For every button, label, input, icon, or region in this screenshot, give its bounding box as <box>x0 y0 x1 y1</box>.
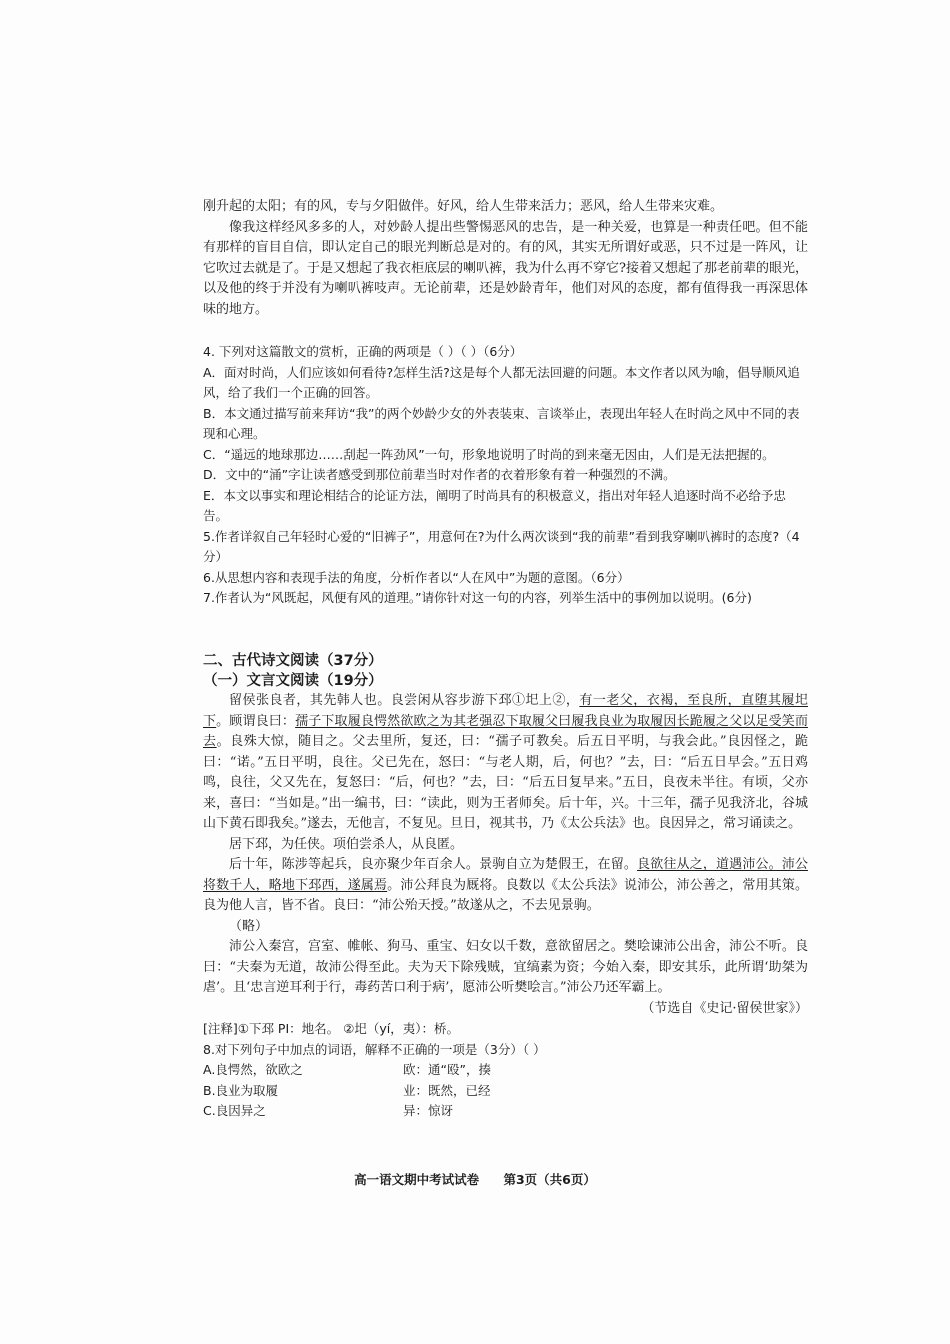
question-8-stem: 8.对下列句子中加点的词语，解释不正确的一项是（3分）（ ） <box>203 1041 546 1057</box>
essay-excerpt <box>203 197 808 320</box>
essay-paragraph-2: 像我这样经风多多的人，对妙龄人提出些警惕恶风的忠告，是一种关爱，也算是一种责任吧。但不能有那样的盲目自信，即认定自己的眼光判断总是对的。有的风，其实无所谓好或恶，只不过是一阵风，让它吹过去就是了。于是又想起了我衣柜底层的喇叭裤，我为什么再不穿它?接着又想起了那老前辈的眼光，以及他的终于并没有为喇叭裤吱声。无论前辈，还是妙龄青年，他们对风的态度，都有值得我一再深思体味的地方。 <box>203 219 808 317</box>
source-citation: （节选自《史记·留侯世家》） <box>641 1000 808 1016</box>
question-8-option-b: B.良业为取履 业：既然，已经 <box>203 1082 491 1098</box>
classical-paragraph-3: 后十年，陈涉等起兵，良亦聚少年百余人。景驹自立为楚假王，在留。良欲往从之，道遇沛公。沛公将数千人，略地下邳西，遂属焉。沛公拜良为厩将。良数以《太公兵法》说沛公，沛公善之，常用其策。良为他人言，皆不省。良曰：“沛公殆天授。”故遂从之，不去见景驹。 <box>203 857 808 913</box>
underlined-sentence-3: 良欲往从之，道遇沛公。沛公将数千人，略地下邳西，遂属焉 <box>203 857 808 893</box>
annotation-note: [注释]①下邳 PI：地名。 ②圯（yí，夷）：桥。 <box>203 1021 459 1036</box>
question-4-option-b: B．本文通过描写前来拜访“我”的两个妙龄少女的外表装束、言谈举止，表现出年轻人在时尚之风中不同的表现和心理。 <box>203 405 800 441</box>
section-2-subtitle: （一）文言文阅读（19分） <box>203 673 383 689</box>
omission-mark: （略） <box>229 918 269 934</box>
page-footer <box>0 1170 950 1188</box>
question-4-option-c: C．“遥远的地球那边……刮起一阵劲风”一句，形象地说明了时尚的到来毫无因由，人们是无法把握的。 <box>203 446 775 462</box>
question-8-option-a: A.良愕然，欲欧之 欧：通“殴”，揍 <box>203 1062 491 1077</box>
question-5: 5.作者详叙自己年轻时心爱的“旧裤子”，用意何在?为什么两次谈到“我的前辈”看到我穿喇叭裤时的态度?（4分） <box>203 528 800 564</box>
question-4-option-a: A．面对时尚，人们应该如何看待?怎样生活?这是每个人都无法回避的问题。本文作者以风为喻，倡导顺风追风，给了我们一个正确的回答。 <box>203 364 800 400</box>
classical-paragraph-2: 居下邳，为任侠。项伯尝杀人，从良匿。 <box>229 836 464 852</box>
section-2-title: 二、古代诗文阅读（37分） <box>203 653 383 669</box>
question-7: 7.作者认为“风既起，风便有风的道理。”请你针对这一句的内容，列举生活中的事例加以说明。(6分) <box>203 590 752 605</box>
footer-page-number: 第3页（共6页） <box>503 1172 596 1187</box>
question-6: 6.从思想内容和表现手法的角度，分析作者以“人在风中”为题的意图。（6分） <box>203 569 630 585</box>
underlined-sentence-2: 孺子下取履良愕然欲欧之为其老强忍下取履父曰履我良业为取履因长跪履之父以足受笑而去 <box>203 713 808 749</box>
classical-paragraph-4: 沛公入秦宫，宫室、帷帐、狗马、重宝、妇女以千数，意欲留居之。樊哙谏沛公出舍，沛公不听。良曰：“夫秦为无道，故沛公得至此。夫为天下除残贼，宜缟素为资；今始入秦，即安其乐，此所谓‘助桀为虐’。且‘忠言逆耳利于行，毒药苦口利于病’，愿沛公听樊哙言。”沛公乃还军霸上。 <box>203 939 808 995</box>
classical-reading-section <box>203 651 808 1122</box>
footer-title: 高一语文期中考试试卷 <box>354 1172 480 1187</box>
question-8-option-c: C.良因异之 异：惊讶 <box>203 1103 454 1118</box>
underlined-sentence-1: 有一老父，衣褐，至良所，直堕其履圯下 <box>203 693 808 729</box>
question-4-option-d: D．文中的“涌”字让读者感受到那位前辈当时对作者的衣着形象有着一种强烈的不满。 <box>203 467 676 482</box>
reading-questions <box>203 342 808 609</box>
essay-paragraph-1: 刚升起的太阳；有的风，专与夕阳做伴。好风，给人生带来活力；恶风，给人生带来灾难。 <box>203 199 724 214</box>
classical-paragraph-1: 留侯张良者，其先韩人也。良尝闲从容步游下邳①圯上②，有一老父，衣褐，至良所，直堕其履圯下。顾谓良曰：孺子下取履良愕然欲欧之为其老强忍下取履父曰履我良业为取履因长跪履之父以足受笑而去。良殊大惊，随目之。父去里所，复还，曰：“孺子可教矣。后五日平明，与我会此。”良因怪之，跪曰：“诺。”五日平明，良往。父已先在，怒曰：“与老人期，后，何也？”去，曰：“后五日早会。”五日鸡鸣，良往，父又先在，复怒曰：“后，何也？”去，曰：“后五日复早来。”五日，良夜未半往。有顷，父亦来，喜曰：“当如是。”出一编书，曰：“读此，则为王者师矣。后十年，兴。十三年，孺子见我济北，谷城山下黄石即我矣。”遂去，无他言，不复见。旦日，视其书，乃《太公兵法》也。良因异之，常习诵读之。 <box>203 693 808 831</box>
question-4-option-e: E．本文以事实和理论相结合的论证方法，阐明了时尚具有的积极意义，指出对年轻人追逐时尚不必给予忠告。 <box>203 487 786 523</box>
question-4-stem: 4. 下列对这篇散文的赏析，正确的两项是（ ）（ ）（6分） <box>203 344 523 359</box>
